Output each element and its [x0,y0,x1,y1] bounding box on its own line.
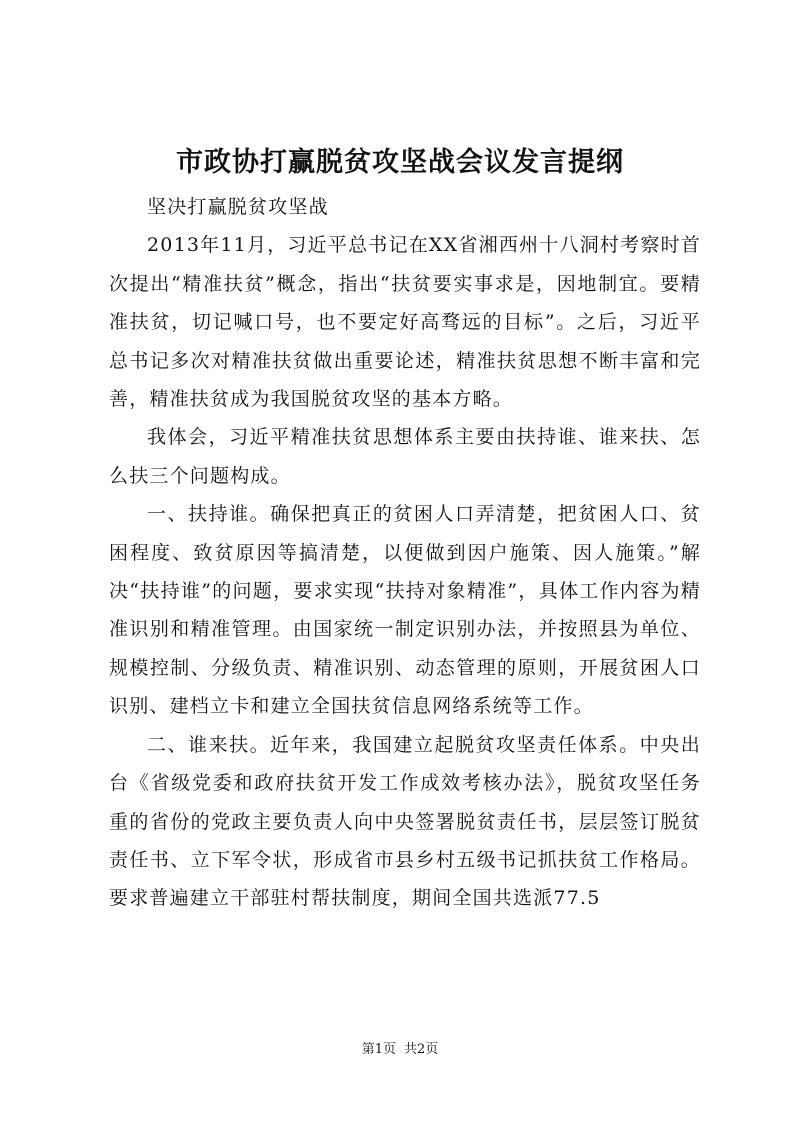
page-footer [0,1041,800,1059]
paragraph-subtitle: 坚决打赢脱贫攻坚战 [147,196,329,218]
paragraph-background: 2013年11月，习近平总书记在XX省湘西州十八洞村考察时首次提出“精准扶贫”概念，指出“扶贫要实事求是，因地制宜。要精准扶贫，切记喊口号，也不要定好高骛远的目标”。之后，习近平总书记多次对精准扶贫做出重要论述，精准扶贫思想不断丰富和完善，精准扶贫成为我国脱贫攻坚的基本方略。 [109,234,701,411]
paragraph-who-to-support: 一、扶持谁。确保把真正的贫困人口弄清楚，把贫困人口、贫困程度、致贫原因等搞清楚，以便做到因户施策、因人施策。”解决“扶持谁”的问题，要求实现“扶持对象精准”，具体工作内容为精准识别和精准管理。由国家统一制定识别办法，并按照县为单位、规模控制、分级负责、精准识别、动态管理的原则，开展贫困人口识别、建档立卡和建立全国扶贫信息网络系统等工作。 [109,503,701,718]
page-number: 第1页 [361,1042,396,1057]
paragraph-overview: 我体会，习近平精准扶贫思想体系主要由扶持谁、谁来扶、怎么扶三个问题构成。 [109,426,701,487]
document-title: 市政协打赢脱贫攻坚战会议发言提纲 [176,147,624,178]
paragraph-who-supports: 二、谁来扶。近年来，我国建立起脱贫攻坚责任体系。中央出台《省级党委和政府扶贫开发工作成效考核办法》，脱贫攻坚任务重的省份的党政主要负责人向中央签署脱贫责任书，层层签订脱贫责任书、立下军令状，形成省市县乡村五级书记抓扶贫工作格局。要求普遍建立干部驻村帮扶制度，期间全国共选派77.5 [109,733,701,910]
page-total: 共2页 [404,1042,439,1057]
document-body [109,188,701,918]
